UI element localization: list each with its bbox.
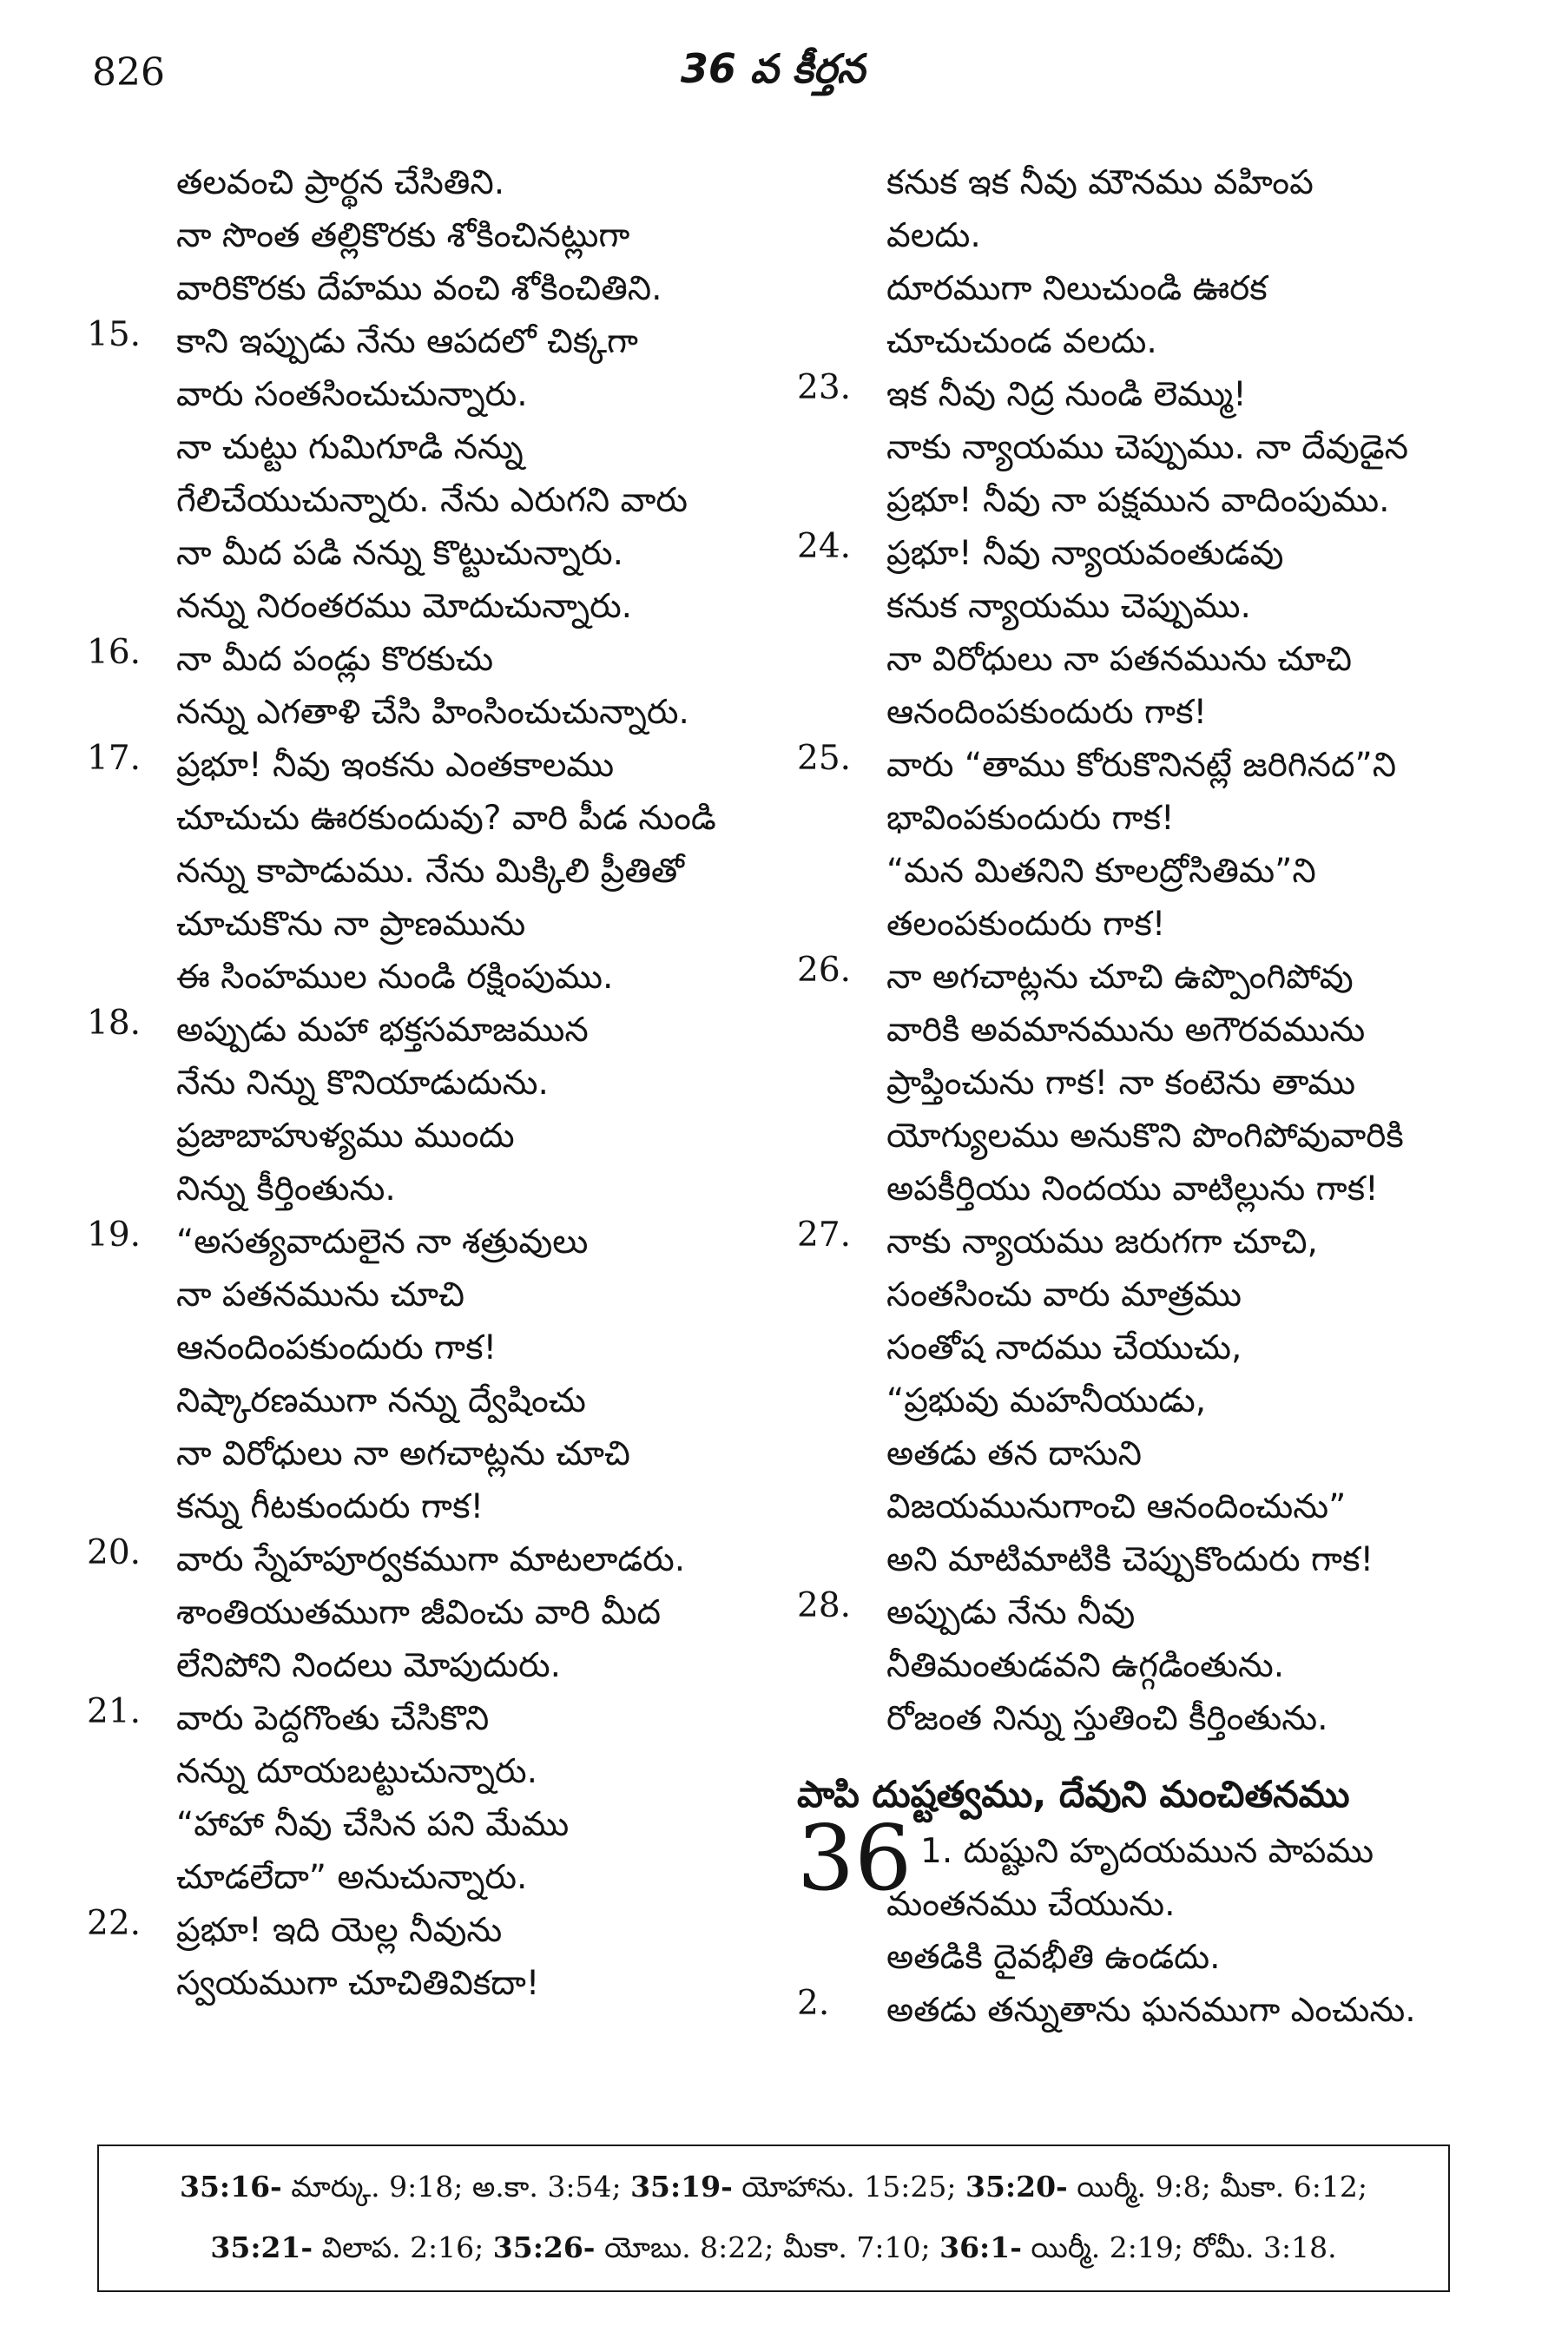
verse-line: శాంతియుతముగా జీవించు వారి మీద <box>176 1593 662 1632</box>
verse-line: నిన్ను కీర్తింతును. <box>176 1169 396 1209</box>
footnote-line <box>99 2160 1448 2214</box>
footnote-text: యిర్మీ. 2:19; రోమీ. 3:18. <box>1021 2230 1337 2264</box>
verse-line: తలంపకుందురు గాక! <box>886 905 1166 944</box>
verse-line: వారికి అవమానమును అగౌరవమును <box>886 1011 1366 1050</box>
verse-line: నన్ను నిరంతరము మోదుచున్నారు. <box>176 587 633 626</box>
footnote-ref: 35:19- <box>630 2170 733 2204</box>
footnote-text: యోహాను. 15:25; <box>732 2170 965 2204</box>
footnote-text: యిర్మీ. 9:8; మీకా. 6:12; <box>1067 2170 1367 2204</box>
verse <box>797 1586 1483 1745</box>
verse-line: ప్రాప్తించును గాక! నా కంటెను తాము <box>886 1064 1356 1103</box>
verse-line: నాకు న్యాయము చెప్పుము. నా దేవుడైన <box>886 428 1408 467</box>
verse-line: ఆనందింపకుందురు గాక! <box>886 693 1208 732</box>
verse-line: నా విరోధులు నా పతనమును చూచి <box>886 640 1352 679</box>
verse-line: గేలిచేయుచున్నారు. నేను ఎరుగని వారు <box>176 481 688 520</box>
verse-line: నా పతనమును చూచి <box>176 1275 464 1314</box>
footnote-ref: 36:1- <box>939 2230 1022 2264</box>
verse <box>87 156 773 315</box>
verse-line: యోగ్యులము అనుకొని పొంగిపోవువారికి <box>886 1117 1404 1156</box>
verse <box>87 1533 773 1692</box>
verse-line: స్వయముగా చూచితివికదా! <box>176 1964 540 2003</box>
verse-line: ప్రభూ! నీవు నా పక్షమున వాదింపుము. <box>886 481 1390 520</box>
verse-line: “హాహా నీవు చేసిన పని మేము <box>176 1805 570 1844</box>
verse <box>87 633 773 739</box>
verse-line: నన్ను ఎగతాళి చేసి హింసించుచున్నారు. <box>176 693 689 732</box>
page-header <box>87 45 1459 108</box>
verse-number: 23. <box>797 368 852 407</box>
footnote-text: యోబు. 8:22; మీకా. 7:10; <box>595 2230 940 2264</box>
verse-line: నా మీద పడి నన్ను కొట్టుచున్నారు. <box>176 534 623 573</box>
left-column <box>87 156 773 2010</box>
verse-line: లేనిపోని నిందలు మోపుదురు. <box>176 1646 562 1685</box>
verse-line: నేను నిన్ను కొనియాడుదును. <box>176 1064 549 1103</box>
verse-number: 20. <box>87 1533 142 1572</box>
verse-line: చూచుచు ఊరకుందువు? వారి పీడ నుండి <box>176 799 716 838</box>
verse-line: “మన మితనిని కూలద్రోసితిమ”ని <box>886 852 1316 891</box>
verse-line: నీతిమంతుడవని ఉగ్గడింతును. <box>886 1646 1285 1685</box>
verse-line: విజయమునుగాంచి ఆనందించును” <box>886 1487 1347 1526</box>
psalm-36-block <box>797 1805 1483 2037</box>
verse <box>87 315 773 633</box>
verse-line: నన్ను కాపాడుము. నేను మిక్కిలి ప్రీతితో <box>176 852 684 891</box>
verse-number: 16. <box>87 633 142 672</box>
page-number: 826 <box>92 50 165 95</box>
footnote-ref: 35:16- <box>180 2170 282 2204</box>
verse-line: సంతోష నాదము చేయుచు, <box>886 1328 1242 1367</box>
verse-number: 27. <box>797 1216 852 1255</box>
verse <box>87 1904 773 2010</box>
footnote-line <box>99 2221 1448 2275</box>
verse <box>87 739 773 1004</box>
verse-number: 17. <box>87 739 142 778</box>
verse-number: 2. <box>797 1984 830 2023</box>
verse-line: నా విరోధులు నా అగచాట్లను చూచి <box>176 1434 630 1473</box>
verse-line: తలవంచి ప్రార్థన చేసితిని. <box>176 163 505 202</box>
footnote-ref: 35:21- <box>210 2230 313 2264</box>
verse-line: 1. దుష్టుని హృదయమున పాపము <box>920 1832 1374 1871</box>
verse-line: అపకీర్తియు నిందయు వాటిల్లును గాక! <box>886 1169 1379 1209</box>
verse-number: 26. <box>797 951 852 990</box>
verse-line: అని మాటిమాటికి చెప్పుకొందురు గాక! <box>886 1540 1374 1579</box>
footnote-ref: 35:26- <box>492 2230 596 2264</box>
verse-number: 24. <box>797 527 852 566</box>
verse <box>797 1984 1483 2037</box>
verse-line: వారికొరకు దేహము వంచి శోకించితిని. <box>176 269 662 308</box>
verse-line: ప్రజాబాహుళ్యము ముందు <box>176 1117 515 1156</box>
verse <box>797 739 1483 951</box>
verse-line: కనుక ఇక నీవు మౌనము వహింప <box>886 163 1314 202</box>
verse-line: “ప్రభువు మహనీయుడు, <box>886 1381 1207 1420</box>
verse-line: అప్పుడు మహా భక్తసమాజమున <box>176 1011 589 1050</box>
verse-line: కన్ను గీటకుందురు గాక! <box>176 1487 484 1526</box>
verse-line: నా అగచాట్లను చూచి ఉప్పొంగిపోవు <box>886 958 1354 997</box>
verse-line: అతడికి దైవభీతి ఉండదు. <box>886 1938 1221 1977</box>
verse-line: చూచుకొను నా ప్రాణమును <box>176 905 526 944</box>
verse-line: వారు సంతసించుచున్నారు. <box>176 375 528 414</box>
verse-number: 15. <box>87 315 142 354</box>
verse-line: ప్రభూ! నీవు న్యాయవంతుడవు <box>886 534 1284 573</box>
verse-line: ఈ సింహముల నుండి రక్షింపుము. <box>176 958 614 997</box>
verse-line: నిష్కారణముగా నన్ను ద్వేషించు <box>176 1381 586 1420</box>
verse-line: రోజంత నిన్ను స్తుతించి కీర్తింతును. <box>886 1699 1328 1738</box>
verse-line: “అసత్యవాదులైన నా శత్రువులు <box>176 1222 589 1262</box>
page-title: 36 వ కీర్తన <box>680 45 866 92</box>
verse-line: అతడు తన్నుతాను ఘనముగా ఎంచును. <box>886 1991 1416 2030</box>
verse-line: వలదు. <box>886 216 981 255</box>
verse-line: కనుక న్యాయము చెప్పుము. <box>886 587 1251 626</box>
verse-line: ఆనందింపకుందురు గాక! <box>176 1328 497 1367</box>
verse-number: 22. <box>87 1904 142 1943</box>
verse <box>87 1692 773 1904</box>
verse <box>87 1216 773 1533</box>
verse-line: నా చుట్టు గుమిగూడి నన్ను <box>176 428 524 467</box>
verse-line: ప్రభూ! ఇది యెల్ల నీవును <box>176 1911 503 1950</box>
verse-line: కాని ఇప్పుడు నేను ఆపదలో చిక్కగా <box>176 322 638 361</box>
verse-line: ప్రభూ! నీవు ఇంకను ఎంతకాలము <box>176 746 615 785</box>
verse-line: అప్పుడు నేను నీవు <box>886 1593 1136 1632</box>
verse <box>87 1004 773 1216</box>
verse <box>797 156 1483 368</box>
verse <box>797 1216 1483 1586</box>
verse-line: వారు పెద్దగొంతు చేసికొని <box>176 1699 490 1738</box>
verse-line: నా సొంత తల్లికొరకు శోకించినట్లుగా <box>176 216 630 255</box>
verse-number: 25. <box>797 739 852 778</box>
verse <box>797 951 1483 1216</box>
verse-line: ఇక నీవు నిద్ర నుండి లెమ్ము! <box>886 375 1247 414</box>
verse-number: 18. <box>87 1004 142 1043</box>
verse <box>797 368 1483 527</box>
verse-line: వారు స్నేహపూర్వకముగా మాటలాడరు. <box>176 1540 686 1579</box>
verse-number: 28. <box>797 1586 852 1625</box>
psalm-number: 36 <box>797 1805 912 1911</box>
verse-line: వారు “తాము కోరుకొనినట్లే జరిగినద”ని <box>886 746 1397 785</box>
verse-line: నా మీద పండ్లు కొరకుచు <box>176 640 494 679</box>
verse-line: నాకు న్యాయము జరుగగా చూచి, <box>886 1222 1318 1262</box>
section-heading: పాపి దుష్టత్వము, దేవుని మంచితనము <box>797 1773 1350 1815</box>
verse-line: చూడలేదా” అనుచున్నారు. <box>176 1858 528 1897</box>
verse-line: అతడు తన దాసుని <box>886 1434 1143 1473</box>
verse-line: మంతనము చేయును. <box>886 1885 1176 1924</box>
verse-line: భావింపకుందురు గాక! <box>886 799 1175 838</box>
right-verses <box>797 156 1483 1745</box>
cross-reference-box <box>97 2144 1450 2292</box>
footnote-text: మార్కు. 9:18; అ.కా. 3:54; <box>281 2170 631 2204</box>
verse-line: నన్ను దూయబట్టుచున్నారు. <box>176 1752 537 1791</box>
verse <box>797 527 1483 739</box>
footnote-ref: 35:20- <box>965 2170 1068 2204</box>
right-column <box>797 156 1483 2037</box>
footnote-text: విలాప. 2:16; <box>313 2230 493 2264</box>
verse-number: 21. <box>87 1692 142 1731</box>
verse-number: 19. <box>87 1216 142 1255</box>
verse-line: చూచుచుండ వలదు. <box>886 322 1157 361</box>
verse-line: సంతసించు వారు మాత్రము <box>886 1275 1242 1314</box>
verse-line: దూరముగా నిలుచుండి ఊరక <box>886 269 1268 308</box>
